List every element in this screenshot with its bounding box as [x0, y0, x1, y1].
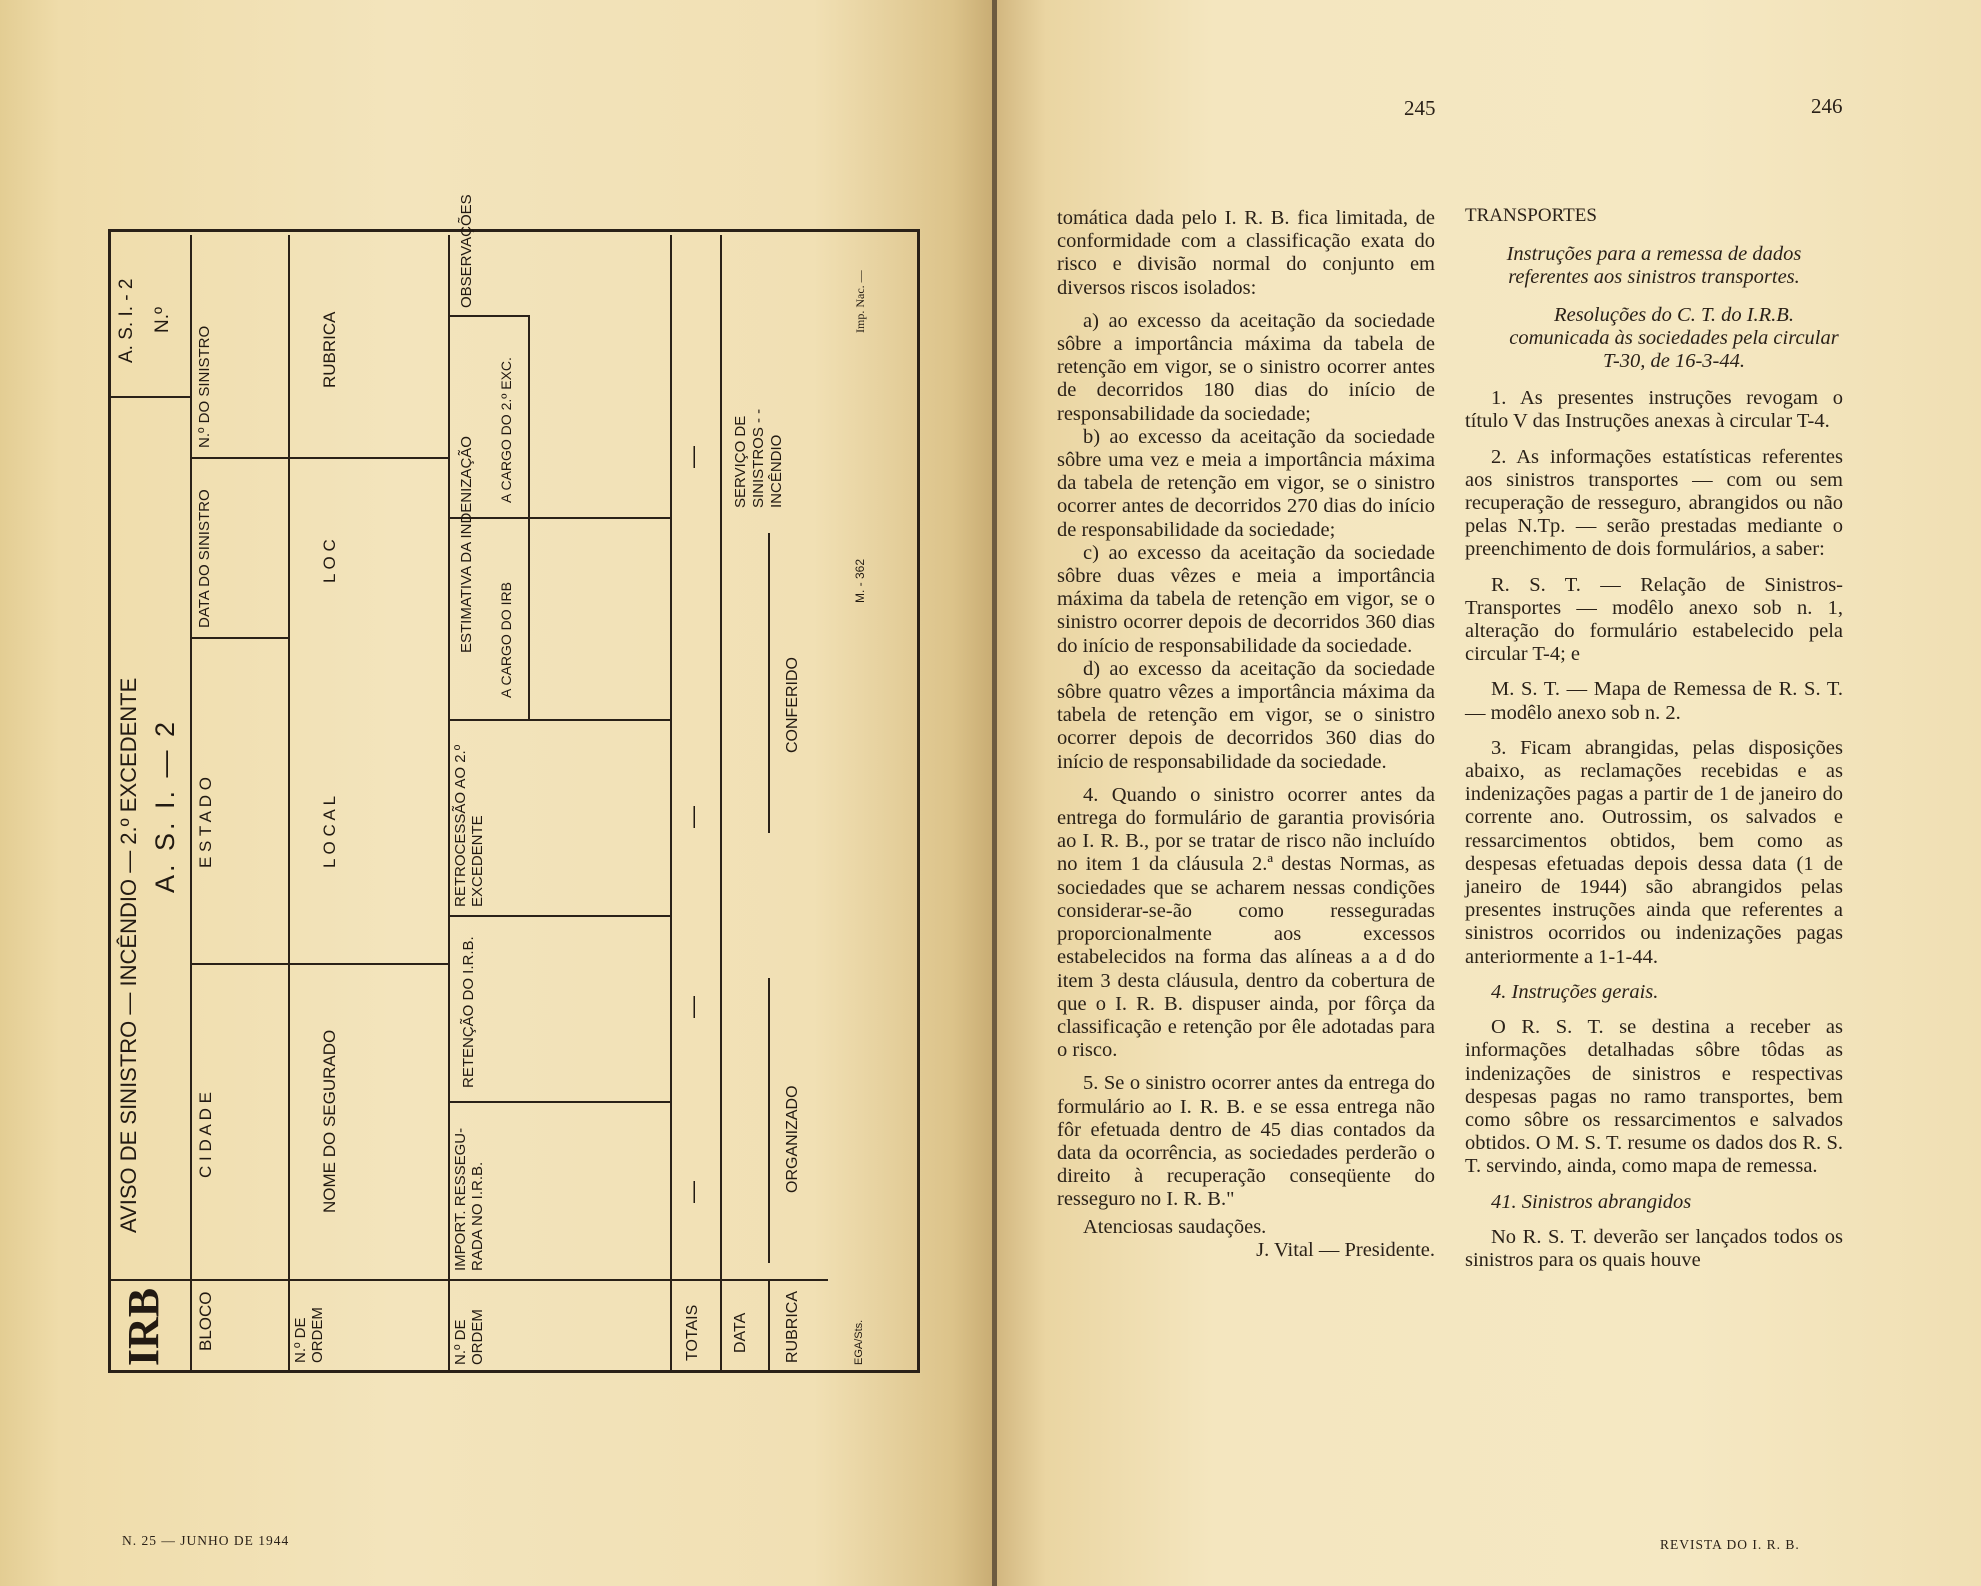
line-organizado [768, 978, 772, 1263]
label-retencao: RETENÇÃO DO I.R.B. [460, 936, 477, 1088]
page-number-245: 245 [1404, 96, 1436, 120]
label-n-ordem-2: N.º DE ORDEM [452, 1309, 486, 1365]
closing: Atenciosas saudações. [1083, 1215, 1267, 1238]
dash-retrocessao: — [680, 806, 705, 828]
label-totais: TOTAIS [684, 1304, 701, 1361]
printer-right: Imp. Nac. — [853, 270, 867, 333]
cell-retencao [448, 915, 670, 1103]
section-heading: TRANSPORTES [1465, 205, 1597, 226]
form-code: A. S. I. - 2 [116, 278, 137, 363]
paragraph: 4. Instruções gerais. [1491, 980, 1659, 1003]
resolution-note: Resoluções do C. T. do I.R.B. comunicada às sociedades pela circular T-30, de 16-3-44. [1509, 303, 1839, 373]
form-subtitle: AVISO DE SINISTRO — INCÊNDIO — 2.º EXCEDENTE [116, 677, 141, 1233]
label-servico: SERVIÇO DE SINISTROS - - INCÊNDIO [732, 408, 785, 508]
aviso-sinistro-form [108, 194, 916, 1373]
paragraph: 1. As presentes instruções revogam o título V das Instruções anexas à circular T-4. [1465, 387, 1843, 433]
dash-import: — [680, 1181, 705, 1203]
paragraph: 5. Se o sinistro ocorrer antes da entrega do formulário ao I. R. B. e se essa entrega não fôr efetuada dentro de 45 dias contados da data da ocorrência, as sociedades perderão o direito à recuperação conseqüente do resseguro no I. R. B." [1057, 1072, 1435, 1211]
dash-retencao: — [680, 996, 705, 1018]
label-nome-segurado: NOME DO SEGURADO [320, 1029, 339, 1213]
right-page-footer: REVISTA DO I. R. B. [1660, 1537, 1800, 1552]
subheading: Instruções para a remessa de dados referentes aos sinistros transportes. [1506, 243, 1802, 289]
label-loc: L O C [320, 539, 339, 583]
label-cidade: C I D A D E [196, 1092, 215, 1178]
dash-observacoes: — [680, 446, 705, 468]
label-estado: E S T A D O [196, 776, 215, 868]
text-column-2 [1465, 204, 1843, 1272]
label-import: IMPORT. RESSEGU- RADA NO I.R.B. [452, 1127, 486, 1271]
printer-left: EGA/Sts. [853, 1319, 865, 1365]
label-bloco: BLOCO [196, 1291, 215, 1351]
label-cargo-irb: A CARGO DO IRB [498, 582, 514, 698]
label-cargo-exc: A CARGO DO 2.º EXC. [498, 357, 514, 503]
cell-cargo-irb [448, 517, 670, 721]
label-data: DATA [732, 1312, 749, 1353]
page-number-246: 246 [1811, 94, 1843, 118]
label-n-sinistro: N.º DO SINISTRO [196, 325, 213, 448]
label-rubrica: RUBRICA [784, 1290, 801, 1363]
line-conferido [768, 533, 772, 833]
paragraph: 41. Sinistros abrangidos [1491, 1190, 1692, 1213]
logo-text: IRB [119, 1287, 168, 1367]
label-local: L O C A L [320, 795, 339, 868]
divider-data [768, 1281, 772, 1373]
paragraph: d) ao excesso da aceitação da sociedade sôbre quatro vêzes a importância máxima da tabela de retenção em vigor, se o sinistro ocorrer depois de decorridos 360 dias do início de responsabilidade da sociedade. [1057, 657, 1435, 773]
paragraph: a) ao excesso da aceitação da sociedade sôbre a importância máxima da tabela de retenção em vigor, se o sinistro ocorrer antes de decorridos 180 dias do início de responsabilidade da sociedade; [1057, 309, 1435, 425]
label-rubrica-row2: RUBRICA [320, 311, 339, 388]
paragraph: No R. S. T. deverão ser lançados todos os sinistros para os quais houve [1465, 1225, 1843, 1271]
right-page [997, 0, 1981, 1586]
signature: J. Vital — Presidente. [1256, 1238, 1435, 1261]
label-n-ordem: N.º DE ORDEM [292, 1307, 326, 1363]
left-page-footer: N. 25 — JUNHO DE 1944 [122, 1533, 290, 1548]
paragraph: M. S. T. — Mapa de Remessa de R. S. T. — modêlo anexo sob n. 2. [1465, 678, 1843, 724]
paragraph: O R. S. T. se destina a receber as informações detalhadas sôbre tôdas as indenizações de sinistros e respectivas despesas pagas no ramo transportes, bem como sôbre os ressarcimentos e salvados obtidos. O M. S. T. resume os dados dos R. S. T. servindo, ainda, como mapa de remessa. [1465, 1016, 1843, 1178]
printer-mid: M. - 362 [853, 558, 867, 603]
paragraph: 3. Ficam abrangidas, pelas disposições abaixo, as reclamações recebidas e as indenizações pagas a partir de 1 de janeiro do corrente ano. Outrossim, os salvados e ressarcimentos obtidos, bem como as despesas efetuadas depois dessa data (1 de janeiro de 1944) são abrangidos pelas presentes instruções ainda que referentes a sinistros ocorridos ou indenizações pagas anteriormente a 1-1-44. [1465, 736, 1843, 968]
label-estimativa: ESTIMATIVA DA INDENIZAÇÃO [458, 436, 475, 653]
text-column-1 [1057, 207, 1435, 1262]
paragraph: c) ao excesso da aceitação da sociedade sôbre duas vêzes e meia a importância máxima da tabela de retenção em vigor, se o sinistro ocorrer depois de decorridos 360 dias do início de responsabilidade da sociedade. [1057, 541, 1435, 657]
label-observacoes: OBSERVAÇÕES [458, 194, 475, 308]
label-organizado: ORGANIZADO [784, 1085, 801, 1193]
cell-segurado [288, 963, 448, 1281]
paragraph: R. S. T. — Relação de Sinistros-Transportes — modêlo anexo sob n. 1, alteração do formulário estabelecido pela circular T-4; e [1465, 573, 1843, 666]
label-retrocessao: RETROCESSÃO AO 2.º EXCEDENTE [452, 744, 486, 907]
paragraph: 2. As informações estatísticas referentes aos sinistros transportes — com ou sem recuperação de resseguro, abrangidos ou não pelas N.Tp. — serão prestadas mediante o preenchimento de dois formulários, a saber: [1465, 445, 1843, 561]
paragraph: tomática dada pelo I. R. B. fica limitada, de conformidade com a classificação exata do risco e divisão normal do conjunto em diversos riscos isolados: [1057, 207, 1435, 299]
form-number-label: N.º [152, 307, 173, 333]
paragraph: 4. Quando o sinistro ocorrer antes da entrega do formulário de garantia provisória ao I. R. B., por se tratar de risco não incluído no item 1 da cláusula 2.ª destas Normas, as sociedades que se acharem nessas condições considerar-se-ão como resseguradas proporcionalmente aos excessos estabelecidos na forma das alíneas a a d do item 3 desta cláusula, dentro da cobertura de que o I. R. B. dispuser ainda, por fôrça da classificação e retenção por êle adotadas para o risco. [1057, 783, 1435, 1062]
label-conferido: CONFERIDO [784, 657, 801, 753]
form-title: A. S. I. — 2 [150, 718, 180, 893]
cell-loc [288, 457, 448, 639]
label-data-sinistro: DATA DO SINISTRO [196, 489, 213, 628]
paragraph: b) ao excesso da aceitação da sociedade sôbre uma vez e meia a importância máxima da tabela de retenção em vigor, se o sinistro ocorrer antes de decorridos 270 dias do início de responsabilidade da sociedade; [1057, 425, 1435, 541]
